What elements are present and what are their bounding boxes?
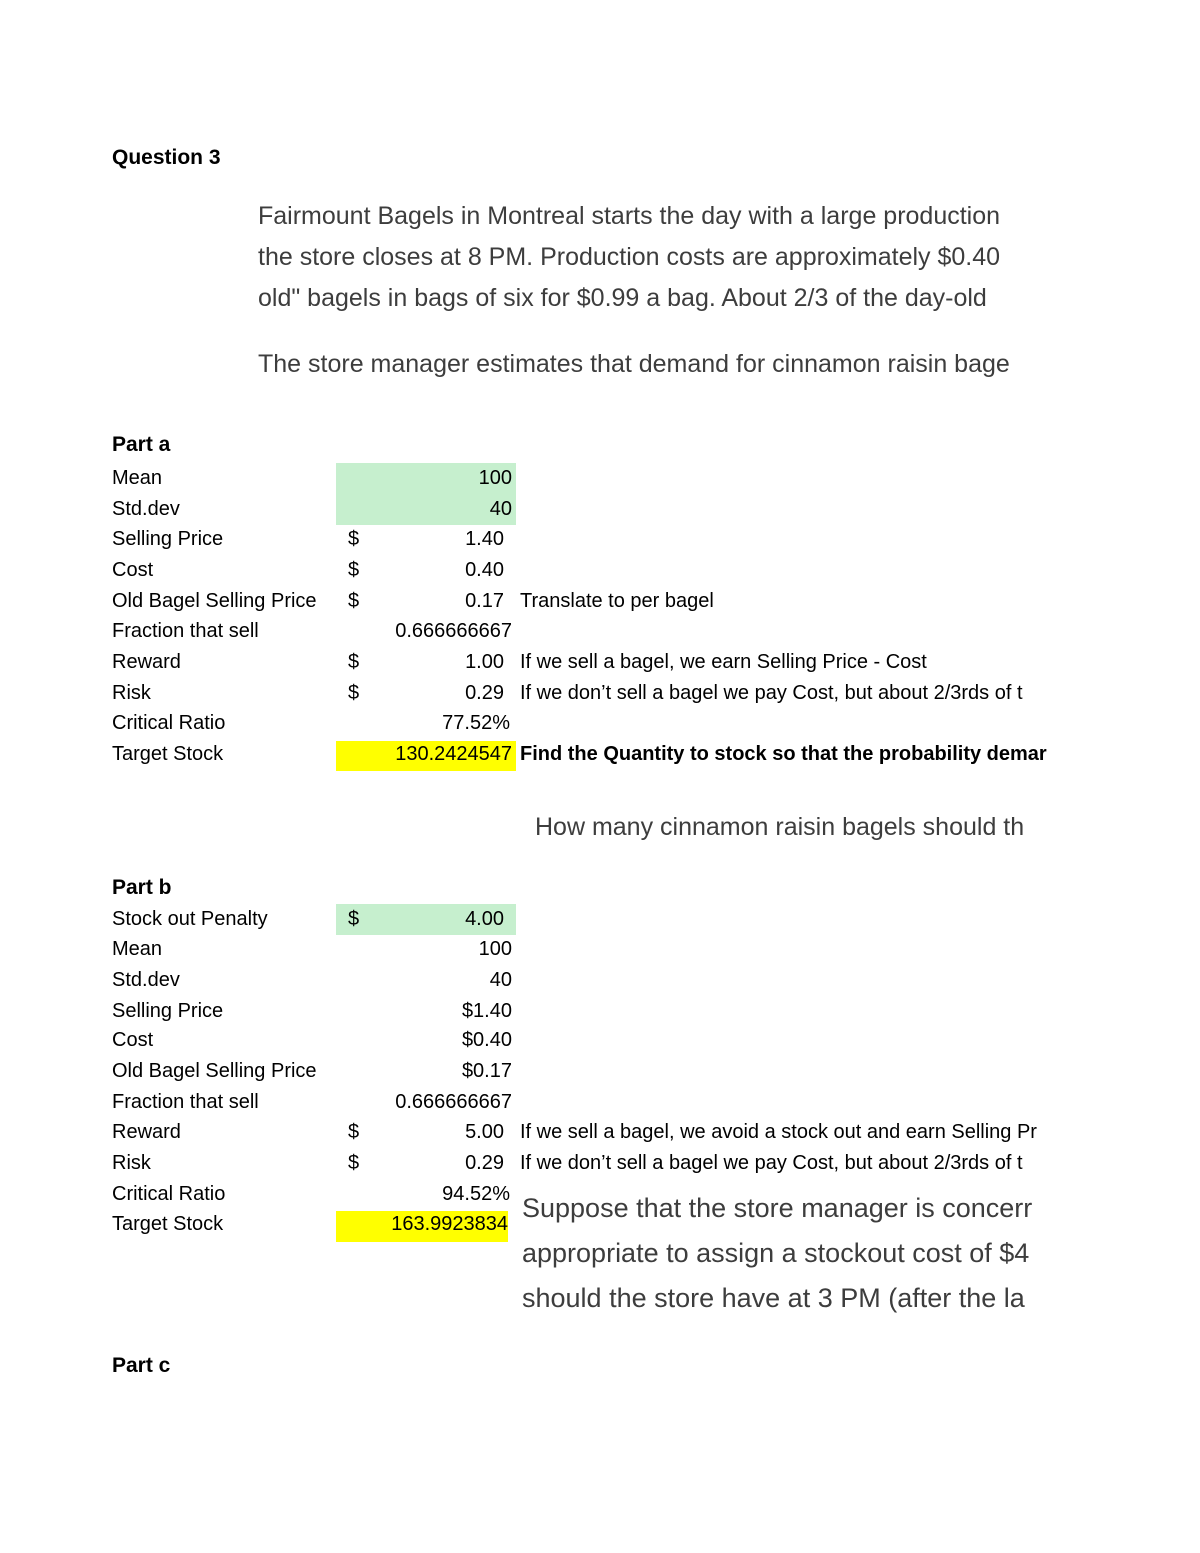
part-b-target-stock-label: Target Stock [112,1213,224,1235]
part-b-penalty-value: 4.00 [465,908,504,930]
part-b-reward-value: 5.00 [465,1121,504,1143]
part-a-question-snippet: How many cinnamon raisin bagels should th [535,813,1025,841]
part-a-risk-label: Risk [112,682,151,704]
part-b-mean-label: Mean [112,938,163,960]
part-b-cost-label: Cost [112,1029,154,1051]
part-a-cost-value: 0.40 [465,559,504,581]
part-b-reward-label: Reward [112,1121,181,1143]
part-b-mean-value: 100 [478,938,512,960]
part-b-risk-label: Risk [112,1152,151,1174]
part-b-question-snippet-line-3: should the store have at 3 PM (after the la [522,1283,1025,1313]
part-b-penalty-label: Stock out Penalty [112,908,268,930]
part-b-critical-ratio-value: 94.52% [442,1183,510,1205]
part-b-selling-price-value: $1.40 [461,1000,512,1022]
part-b-risk-note: If we don’t sell a bagel we pay Cost, but about 2/3rds of t [520,1152,1023,1174]
part-a-risk-value: 0.29 [465,682,504,704]
dollar-sign: $ [348,651,360,673]
dollar-sign: $ [348,559,360,581]
part-a-selling-price-value: 1.40 [465,528,504,550]
part-a-old-bagel-price-label: Old Bagel Selling Price [112,590,317,612]
problem-text-line-4: The store manager estimates that demand for cinnamon raisin bage [258,350,1010,378]
part-a-fraction-value: 0.666666667 [395,620,512,642]
part-b-heading: Part b [112,876,172,899]
part-b-stddev-value: 40 [489,969,512,991]
dollar-sign: $ [348,528,360,550]
part-a-reward-label: Reward [112,651,181,673]
part-b-question-snippet-line-1: Suppose that the store manager is concerr [522,1193,1033,1223]
question-title: Question 3 [112,146,221,169]
dollar-sign: $ [348,1121,360,1143]
part-b-fraction-label: Fraction that sell [112,1091,259,1113]
dollar-sign: $ [348,1152,360,1174]
part-a-selling-price-label: Selling Price [112,528,224,550]
part-a-stddev-label: Std.dev [112,498,180,520]
part-b-old-bagel-price-label: Old Bagel Selling Price [112,1060,317,1082]
part-b-critical-ratio-label: Critical Ratio [112,1183,226,1205]
part-a-target-stock-note: Find the Quantity to stock so that the probability demar [520,743,1047,765]
dollar-sign: $ [348,682,360,704]
part-a-old-bagel-price-value: 0.17 [465,590,504,612]
part-b-fraction-value: 0.666666667 [395,1091,512,1113]
part-a-fraction-label: Fraction that sell [112,620,259,642]
part-a-reward-value: 1.00 [465,651,504,673]
part-a-reward-note: If we sell a bagel, we earn Selling Price - Cost [520,651,927,673]
dollar-sign: $ [348,590,360,612]
part-a-critical-ratio-value: 77.52% [442,712,510,734]
part-a-target-stock-label: Target Stock [112,743,224,765]
part-a-old-bagel-price-note: Translate to per bagel [520,590,714,612]
part-b-question-snippet-line-2: appropriate to assign a stockout cost of $4 [522,1238,1030,1268]
part-a-mean-label: Mean [112,467,163,489]
part-b-cost-value: $0.40 [461,1029,512,1051]
part-b-target-stock-value: 163.9923834 [391,1213,508,1235]
part-b-old-bagel-price-value: $0.17 [461,1060,512,1082]
part-b-selling-price-label: Selling Price [112,1000,224,1022]
part-b-stddev-label: Std.dev [112,969,180,991]
part-a-stddev-value: 40 [489,498,512,520]
part-b-reward-note: If we sell a bagel, we avoid a stock out and earn Selling Pr [520,1121,1037,1143]
part-a-risk-note: If we don’t sell a bagel we pay Cost, but about 2/3rds of t [520,682,1023,704]
dollar-sign: $ [348,908,360,930]
part-a-mean-value: 100 [478,467,512,489]
part-a-target-stock-value: 130.2424547 [395,743,512,765]
part-c-heading: Part c [112,1354,171,1377]
part-b-risk-value: 0.29 [465,1152,504,1174]
problem-text-line-3: old" bagels in bags of six for $0.99 a bag. About 2/3 of the day-old [258,284,987,312]
part-a-heading: Part a [112,433,171,456]
part-a-critical-ratio-label: Critical Ratio [112,712,226,734]
problem-text-line-1: Fairmount Bagels in Montreal starts the day with a large production [258,202,1001,230]
part-a-cost-label: Cost [112,559,154,581]
problem-text-line-2: the store closes at 8 PM. Production costs are approximately $0.40 [258,243,1001,271]
